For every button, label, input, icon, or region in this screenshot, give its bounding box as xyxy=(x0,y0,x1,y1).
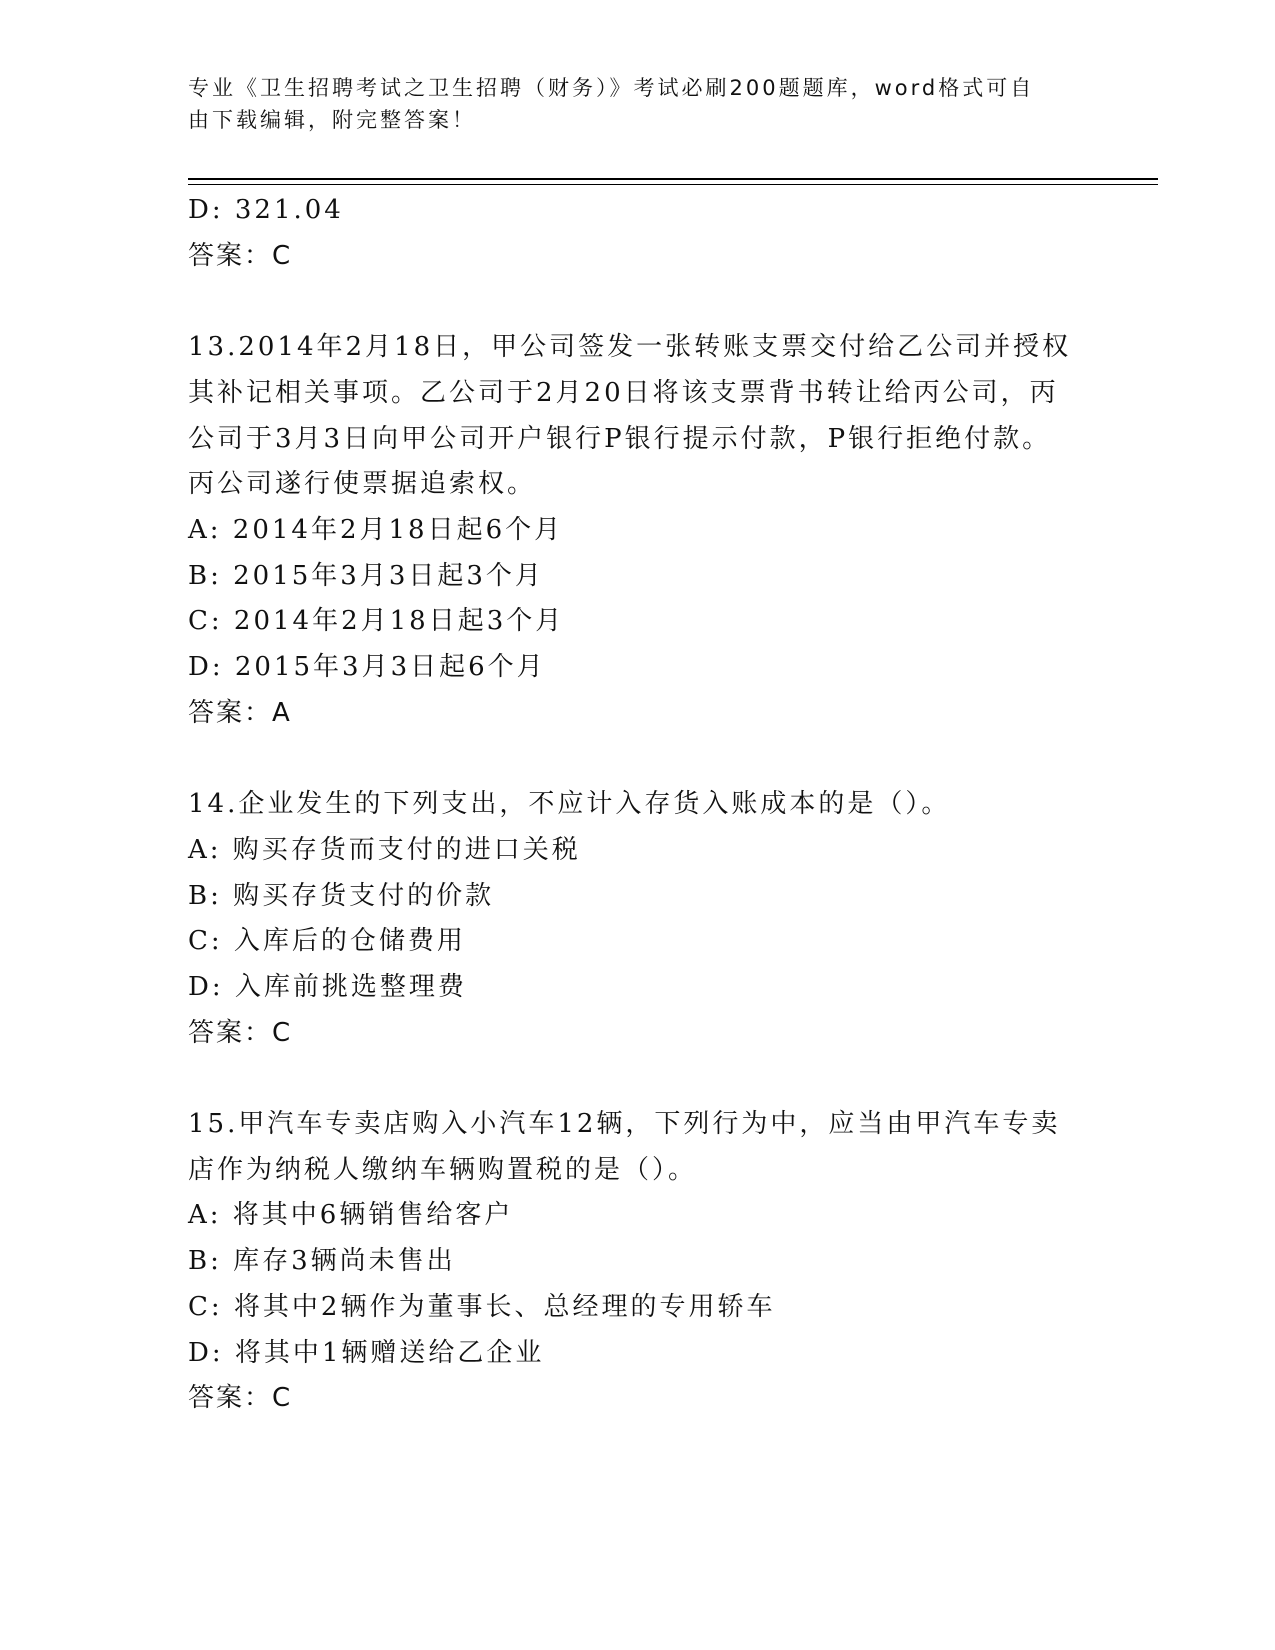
question-15 xyxy=(188,1102,1088,1422)
option-b: B: 购买存货支付的价款 xyxy=(188,880,495,911)
option-d: D: 入库前挑选整理费 xyxy=(188,971,467,1002)
answer-line: 答案：C xyxy=(188,1017,293,1048)
option-a: A: 2014年2月18日起6个月 xyxy=(188,514,564,545)
question-stem-line: 14.企业发生的下列支出，不应计入存货入账成本的是（）。 xyxy=(188,789,951,820)
question-stem-line: 13.2014年2月18日，甲公司签发一张转账支票交付给乙公司并授权 xyxy=(188,332,1072,363)
question-stem-line: 丙公司遂行使票据追索权。 xyxy=(188,469,537,500)
option-a: A: 将其中6辆销售给客户 xyxy=(188,1200,514,1231)
document-header xyxy=(188,72,1068,136)
question-stem-line: 店作为纳税人缴纳车辆购置税的是（）。 xyxy=(188,1154,698,1185)
option-c: C: 入库后的仓储费用 xyxy=(188,926,466,957)
option-d: D: 321.04 xyxy=(188,195,344,225)
answer-line: 答案：A xyxy=(188,697,292,728)
option-c: C: 2014年2月18日起3个月 xyxy=(188,606,565,637)
header-divider-thick xyxy=(188,178,1158,180)
question-13 xyxy=(188,325,1088,736)
question-14 xyxy=(188,782,1088,1056)
previous-question-tail xyxy=(188,188,1088,279)
header-title-line-1: 专业《卫生招聘考试之卫生招聘（财务）》考试必刷200题题库，word格式可自 xyxy=(188,76,1035,100)
document-body xyxy=(188,188,1088,1422)
option-d: D: 将其中1辆赠送给乙企业 xyxy=(188,1337,545,1368)
question-stem-line: 其补记相关事项。乙公司于2月20日将该支票背书转让给丙公司，丙 xyxy=(188,377,1059,408)
option-b: B: 库存3辆尚未售出 xyxy=(188,1246,456,1277)
spacer xyxy=(188,1056,1088,1102)
spacer xyxy=(188,279,1088,325)
question-stem-line: 公司于3月3日向甲公司开户银行P银行提示付款，P银行拒绝付款。 xyxy=(188,423,1052,454)
header-divider-thin xyxy=(188,184,1158,185)
answer-line: 答案：C xyxy=(188,240,293,271)
option-d: D: 2015年3月3日起6个月 xyxy=(188,652,546,683)
answer-line: 答案：C xyxy=(188,1383,293,1414)
spacer xyxy=(188,736,1088,782)
option-b: B: 2015年3月3日起3个月 xyxy=(188,560,544,591)
option-a: A: 购买存货而支付的进口关税 xyxy=(188,834,581,865)
option-c: C: 将其中2辆作为董事长、总经理的专用轿车 xyxy=(188,1291,776,1322)
header-title-line-2: 由下载编辑，附完整答案！ xyxy=(188,108,476,132)
question-stem-line: 15.甲汽车专卖店购入小汽车12辆，下列行为中，应当由甲汽车专卖 xyxy=(188,1109,1061,1140)
